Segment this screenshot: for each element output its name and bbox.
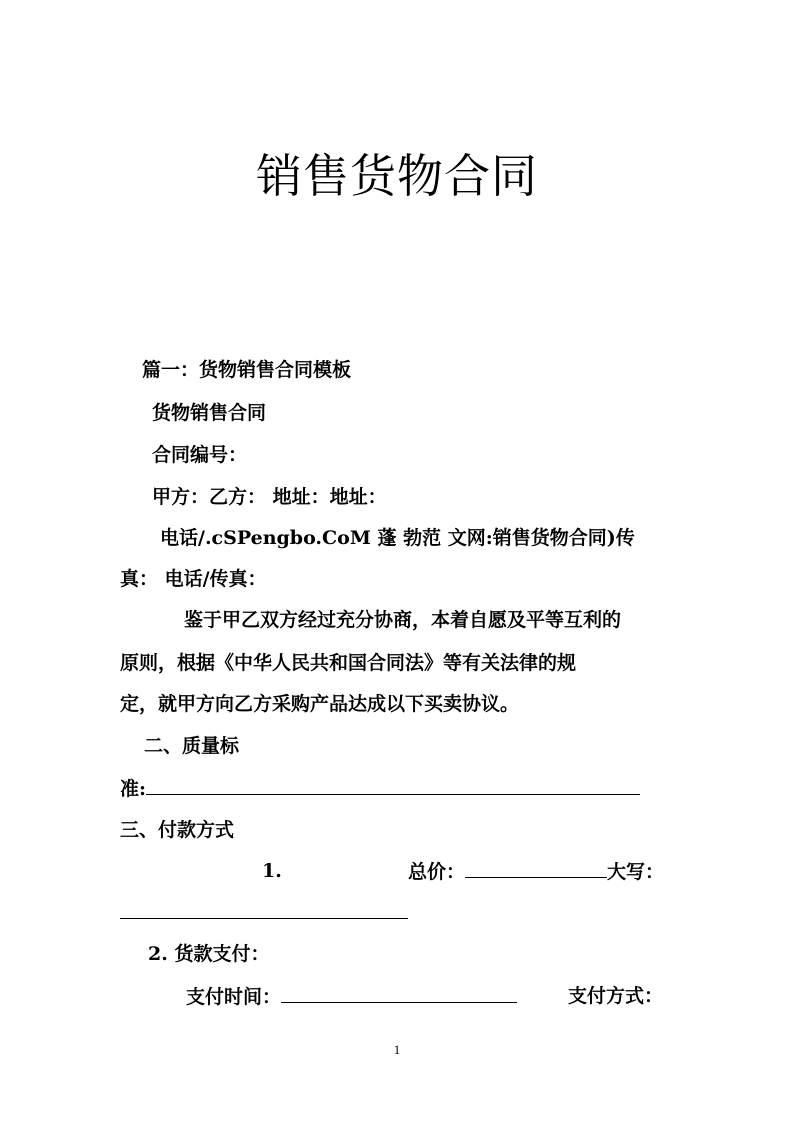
contact-line-a: 电话/.cSPengbo.CoM 蓬 勃范 文网:销售货物合同)传 <box>160 527 635 549</box>
amount-in-words-line <box>120 900 408 925</box>
payment-time-line <box>186 984 517 1009</box>
payment-method-label: 支付方式： <box>568 985 664 1007</box>
total-price-label: 总价： <box>408 861 466 883</box>
payment-time-label: 支付时间： <box>186 986 282 1008</box>
total-price-blank[interactable] <box>465 859 607 878</box>
item-1-number: 1. <box>262 860 282 882</box>
amount-in-words-label: 大写： <box>607 861 665 883</box>
item-2-heading: 2. 货款支付： <box>148 943 270 965</box>
page-number: 1 <box>393 1042 401 1057</box>
subheading-line: 货物销售合同 <box>152 402 267 424</box>
item-1-total <box>408 859 664 884</box>
document-title: 销售货物合同 <box>256 149 538 203</box>
section-payment-heading: 三、付款方式 <box>120 819 235 841</box>
amount-in-words-blank[interactable] <box>120 900 408 919</box>
section-quality-line <box>120 776 640 801</box>
section-quality-label: 二、质量标 <box>144 735 240 757</box>
paragraph-line-1: 鉴于甲乙双方经过充分协商，本着自愿及平等互利的 <box>184 609 622 631</box>
paragraph-line-3: 定，就甲方向乙方采购产品达成以下买卖协议。 <box>120 693 520 715</box>
contract-number-label: 合同编号： <box>152 444 248 466</box>
quality-standard-blank[interactable] <box>146 776 640 795</box>
contact-line-b: 真： 电话/传真： <box>120 568 267 590</box>
parties-line: 甲方：乙方： 地址：地址： <box>152 486 387 508</box>
paragraph-line-2: 原则，根据《中华人民共和国合同法》等有关法律的规 <box>120 652 577 674</box>
payment-time-blank[interactable] <box>281 984 517 1003</box>
heading-line: 篇一：货物销售合同模板 <box>142 359 352 381</box>
section-quality-label-cont: 准: <box>120 778 147 800</box>
